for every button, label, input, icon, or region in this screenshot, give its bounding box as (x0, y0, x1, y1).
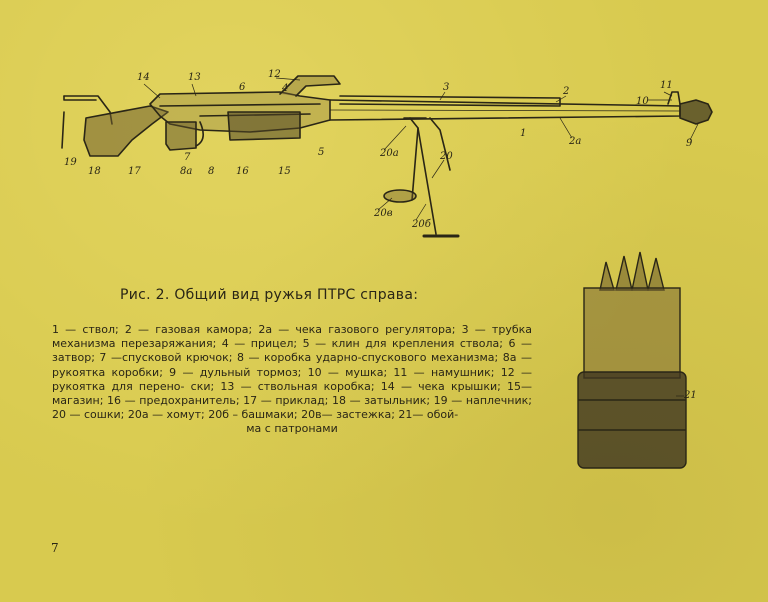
callout-16: 16 (236, 166, 249, 177)
callout-11: 11 (660, 80, 673, 91)
legend-line: 1 — ствол; 2 — газовая камора; 2а — чека газового регулятора; (52, 323, 456, 336)
callout-5: 5 (318, 147, 325, 158)
legend-line: ударно-спускового механизма; 8а — рукоятка коробки; 9 — дульный (52, 351, 532, 379)
figure-legend (52, 323, 532, 437)
callout-18: 18 (88, 166, 101, 177)
callout-8: 8 (208, 166, 215, 177)
legend-line: ма с патронами (246, 422, 338, 436)
callout-14: 14 (137, 72, 150, 83)
legend-line: ски; 13 — ствольная коробка; 14 — чека крышки; 15—магазин; 16 — (52, 379, 533, 408)
callout-17: 17 (128, 166, 141, 177)
legend-line: 20 — сошки; 20а — хомут; 20б – башмаки; 20в— застежка; 21— обой- (52, 408, 459, 422)
legend-line: крепления ствола; 6 — затвор; 7 —спусковой крючок; 8 — коробка (52, 337, 532, 365)
legend-line: 3 — трубка механизма перезаряжания; 4 — прицел; 5 — клин для (52, 323, 532, 351)
callout-20a: 20а (380, 148, 399, 159)
ammo-clip-drawing (578, 252, 686, 468)
callout-3: 3 (443, 82, 450, 93)
callout-13: 13 (188, 72, 201, 83)
stock-drawing (84, 106, 168, 156)
bipod-drawing (410, 118, 418, 200)
legend-line: тормоз; 10 — мушка; 11 — намушник; 12 — рукоятка для перено- (52, 365, 532, 393)
callout-7: 7 (184, 152, 191, 163)
callout-21: 21 (684, 390, 697, 401)
callout-10: 10 (636, 96, 649, 107)
callout-6: 6 (239, 82, 246, 93)
callout-20: 20 (440, 151, 453, 162)
callout-2: 2 (563, 86, 570, 97)
legend-line: предохранитель; 17 — приклад; 18 — затыльник; 19 — наплечник; (139, 394, 532, 408)
callout-9: 9 (686, 138, 693, 149)
callout-2a: 2а (569, 136, 582, 147)
callout-12: 12 (268, 69, 281, 80)
callout-15: 15 (278, 166, 291, 177)
callout-20b: 20б (412, 219, 431, 230)
page-number: 7 (51, 541, 59, 555)
callout-20v: 20в (374, 208, 393, 219)
callout-4: 4 (282, 83, 289, 94)
figure-caption: Рис. 2. Общий вид ружья ПТРС справа: (120, 287, 419, 303)
magazine-drawing (228, 112, 300, 140)
trigger-box-drawing (166, 122, 196, 150)
callout-1: 1 (520, 128, 527, 139)
muzzle-brake-drawing (680, 100, 712, 124)
callout-8a: 8а (180, 166, 193, 177)
callout-19: 19 (64, 157, 77, 168)
